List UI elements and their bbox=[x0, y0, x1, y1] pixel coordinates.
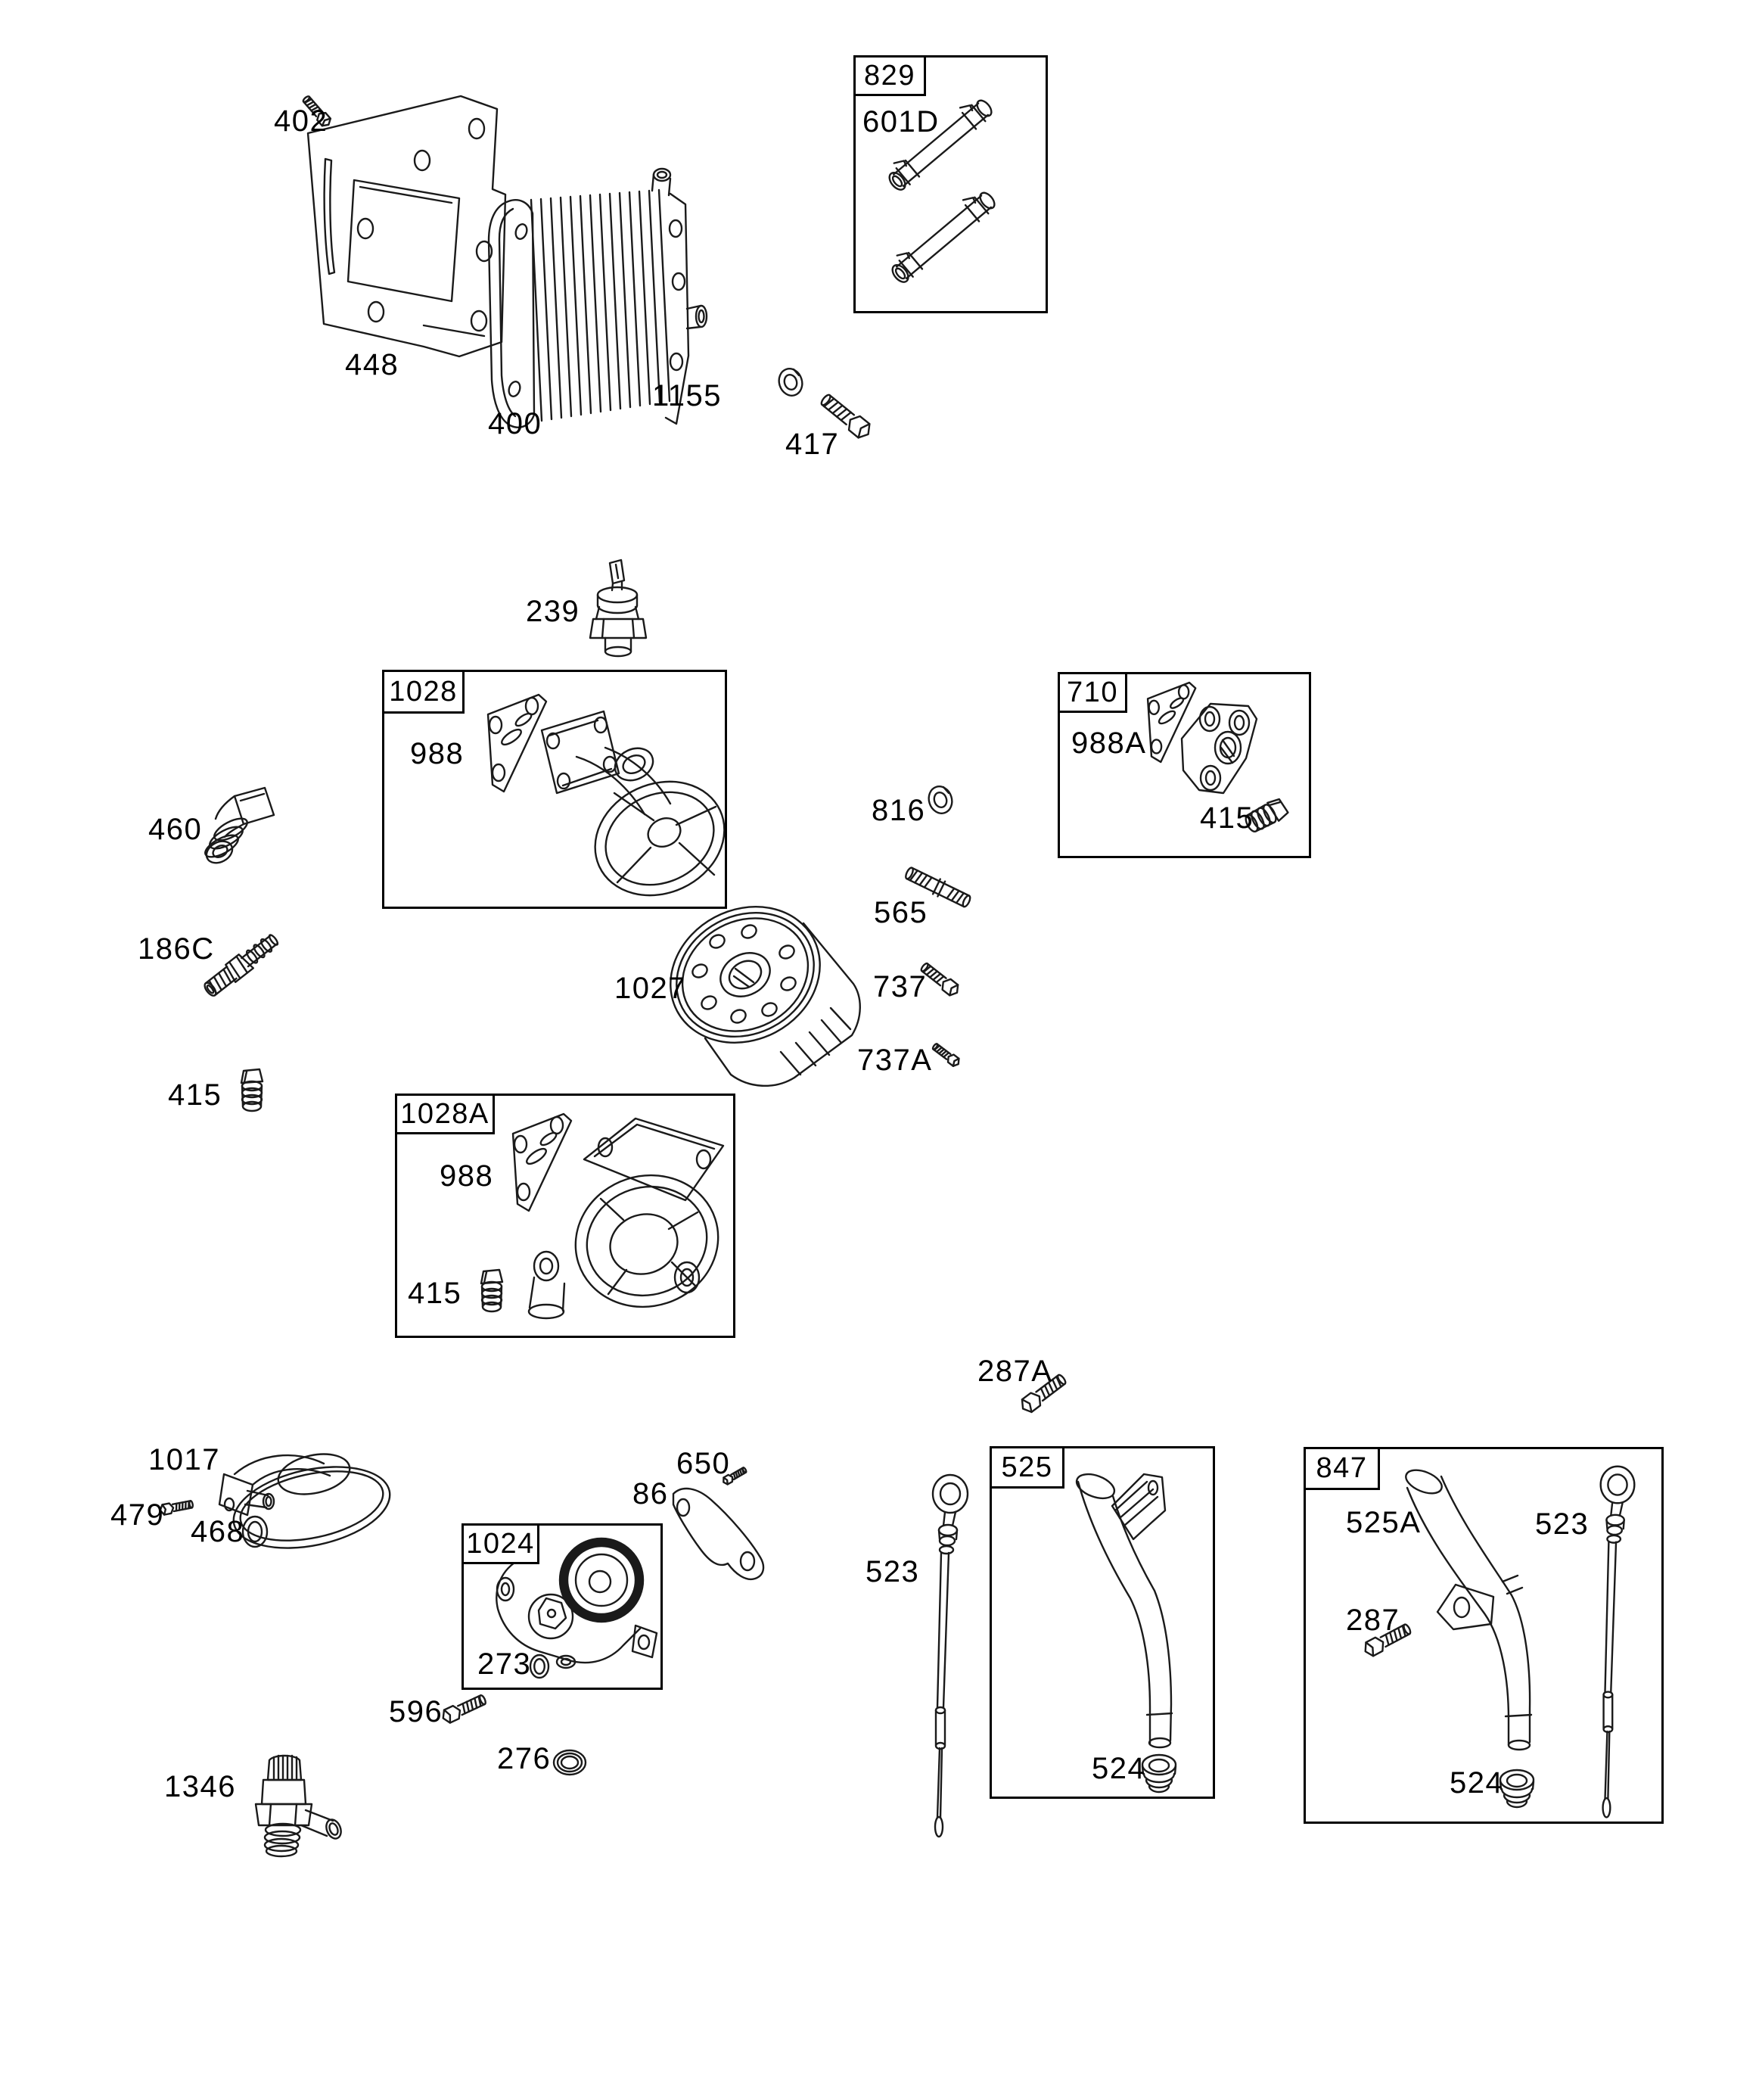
callout-988a: 988A bbox=[1071, 726, 1147, 760]
callout-988-1028: 988 bbox=[410, 737, 465, 770]
group-box-710-label: 710 bbox=[1067, 676, 1118, 708]
part-1346-relief-valve bbox=[256, 1756, 343, 1856]
part-737a-bolt bbox=[931, 1042, 962, 1068]
callout-86: 86 bbox=[632, 1477, 669, 1510]
part-816-washer bbox=[925, 783, 956, 817]
callout-287: 287 bbox=[1346, 1604, 1400, 1637]
group-box-1028a-label: 1028A bbox=[400, 1097, 489, 1130]
part-596-bolt bbox=[440, 1692, 488, 1725]
group-box-847-label: 847 bbox=[1316, 1452, 1368, 1484]
callout-524-847: 524 bbox=[1450, 1766, 1504, 1800]
group-box-525-title bbox=[990, 1446, 1064, 1489]
callout-565: 565 bbox=[874, 896, 928, 929]
callout-601d: 601D bbox=[862, 105, 940, 138]
callout-417: 417 bbox=[785, 428, 840, 461]
part-239-oil-pressure-switch bbox=[590, 560, 646, 656]
group-box-1028a-title bbox=[395, 1094, 495, 1134]
callout-1017: 1017 bbox=[148, 1443, 220, 1476]
callout-1346: 1346 bbox=[164, 1770, 236, 1803]
part-415-plug-left bbox=[241, 1069, 263, 1111]
callout-415-1028a: 415 bbox=[408, 1277, 462, 1310]
callout-737: 737 bbox=[873, 970, 928, 1003]
callout-650: 650 bbox=[676, 1447, 731, 1480]
callout-988-1028a: 988 bbox=[440, 1159, 494, 1193]
callout-1155: 1155 bbox=[652, 379, 723, 412]
part-468-oring bbox=[243, 1517, 267, 1547]
group-box-1024-label: 1024 bbox=[466, 1527, 535, 1560]
group-box-525-label: 525 bbox=[1001, 1451, 1053, 1483]
group-box-1028-label: 1028 bbox=[389, 675, 458, 708]
part-276-washer bbox=[554, 1750, 586, 1775]
callout-287a: 287A bbox=[977, 1355, 1053, 1388]
callout-415-left: 415 bbox=[168, 1078, 222, 1112]
callout-1027: 1027 bbox=[614, 972, 686, 1005]
part-86-cover-gasket bbox=[673, 1489, 763, 1579]
callout-737a: 737A bbox=[857, 1044, 933, 1077]
callout-596: 596 bbox=[389, 1695, 443, 1728]
part-1155-washer bbox=[775, 366, 806, 399]
part-1017-oil-pickup bbox=[219, 1448, 397, 1561]
group-box-847-title bbox=[1304, 1447, 1380, 1490]
callout-460: 460 bbox=[148, 813, 203, 846]
callout-273: 273 bbox=[477, 1647, 532, 1681]
group-box-829-title bbox=[853, 55, 926, 96]
callout-468: 468 bbox=[191, 1515, 245, 1548]
callout-186c: 186C bbox=[138, 932, 215, 966]
callout-276: 276 bbox=[497, 1742, 552, 1775]
group-box-525 bbox=[990, 1446, 1215, 1799]
part-448-bracket bbox=[308, 96, 505, 356]
part-523-dipstick-left bbox=[933, 1475, 968, 1837]
callout-239: 239 bbox=[526, 595, 580, 628]
callout-415-710: 415 bbox=[1200, 801, 1254, 835]
callout-402: 402 bbox=[274, 104, 328, 138]
callout-525a: 525A bbox=[1346, 1506, 1422, 1539]
group-box-1024-title bbox=[462, 1523, 539, 1564]
callout-816: 816 bbox=[872, 794, 926, 827]
part-460-elbow-fitting bbox=[202, 788, 274, 867]
callout-400: 400 bbox=[488, 407, 542, 440]
group-box-829-label: 829 bbox=[864, 59, 915, 92]
callout-448: 448 bbox=[345, 348, 399, 381]
callout-523-847: 523 bbox=[1535, 1507, 1590, 1541]
group-box-1028-title bbox=[382, 670, 465, 714]
callout-523-left: 523 bbox=[866, 1555, 920, 1588]
group-box-710-title bbox=[1058, 672, 1127, 713]
callout-524-525: 524 bbox=[1092, 1752, 1146, 1785]
callout-479: 479 bbox=[110, 1498, 165, 1532]
